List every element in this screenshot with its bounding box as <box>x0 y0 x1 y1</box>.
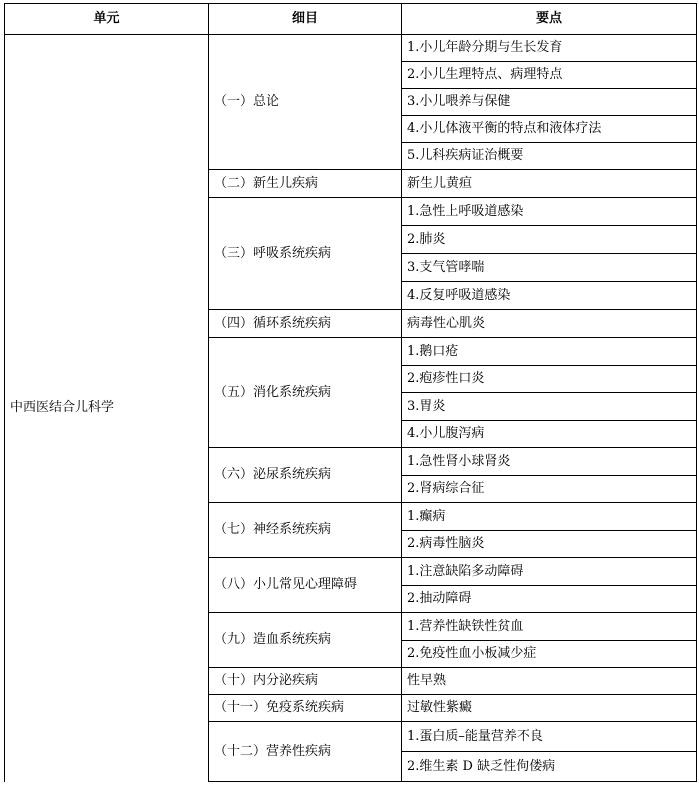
point-cell: 1.急性肾小球肾炎 <box>402 448 697 476</box>
point-cell: 新生儿黄疸 <box>402 170 697 198</box>
point-cell: 1.鹅口疮 <box>402 338 697 366</box>
section-cell: （九）造血系统疾病 <box>209 613 402 668</box>
point-cell: 5.儿科疾病证治概要 <box>402 143 697 170</box>
section-cell: （六）泌尿系统疾病 <box>209 448 402 503</box>
point-cell: 2.抽动障碍 <box>402 586 697 613</box>
header-unit: 单元 <box>5 4 209 35</box>
table-row <box>5 35 697 62</box>
header-points: 要点 <box>402 4 697 35</box>
point-cell: 性早熟 <box>402 668 697 695</box>
point-cell: 1.营养性缺铁性贫血 <box>402 613 697 641</box>
point-cell: 病毒性心肌炎 <box>402 310 697 338</box>
section-cell: （一）总论 <box>209 35 402 170</box>
point-cell: 过敏性紫癜 <box>402 695 697 722</box>
section-cell: （十一）免疫系统疾病 <box>209 695 402 722</box>
header-detail: 细目 <box>209 4 402 35</box>
point-cell: 1.癫病 <box>402 503 697 531</box>
section-cell: （十）内分泌疾病 <box>209 668 402 695</box>
syllabus-table <box>4 3 697 782</box>
point-cell: 2.维生素 D 缺乏性佝偻病 <box>402 752 697 782</box>
section-cell: （四）循环系统疾病 <box>209 310 402 338</box>
section-cell: （七）神经系统疾病 <box>209 503 402 558</box>
point-cell: 3.支气管哮喘 <box>402 254 697 282</box>
point-cell: 3.小儿喂养与保健 <box>402 89 697 116</box>
point-cell: 1.注意缺陷多动障碍 <box>402 558 697 586</box>
point-cell: 2.免疫性血小板减少症 <box>402 641 697 668</box>
point-cell: 2.疱疹性口炎 <box>402 366 697 393</box>
point-cell: 3.胃炎 <box>402 393 697 421</box>
point-cell: 2.肺炎 <box>402 226 697 254</box>
header-row <box>5 4 697 35</box>
section-cell: （五）消化系统疾病 <box>209 338 402 448</box>
point-cell: 1.蛋白质–能量营养不良 <box>402 722 697 752</box>
unit-cell: 中西医结合儿科学 <box>5 35 209 782</box>
point-cell: 4.反复呼吸道感染 <box>402 282 697 310</box>
point-cell: 2.病毒性脑炎 <box>402 531 697 558</box>
point-cell: 2.小儿生理特点、病理特点 <box>402 62 697 89</box>
section-cell: （二）新生儿疾病 <box>209 170 402 198</box>
table-body <box>5 35 697 782</box>
section-cell: （三）呼吸系统疾病 <box>209 198 402 310</box>
section-cell: （八）小儿常见心理障碍 <box>209 558 402 613</box>
section-cell: （十二）营养性疾病 <box>209 722 402 782</box>
point-cell: 1.小儿年龄分期与生长发育 <box>402 35 697 62</box>
point-cell: 1.急性上呼吸道感染 <box>402 198 697 226</box>
point-cell: 4.小儿腹泻病 <box>402 421 697 448</box>
point-cell: 2.肾病综合征 <box>402 476 697 503</box>
point-cell: 4.小儿体液平衡的特点和液体疗法 <box>402 116 697 143</box>
